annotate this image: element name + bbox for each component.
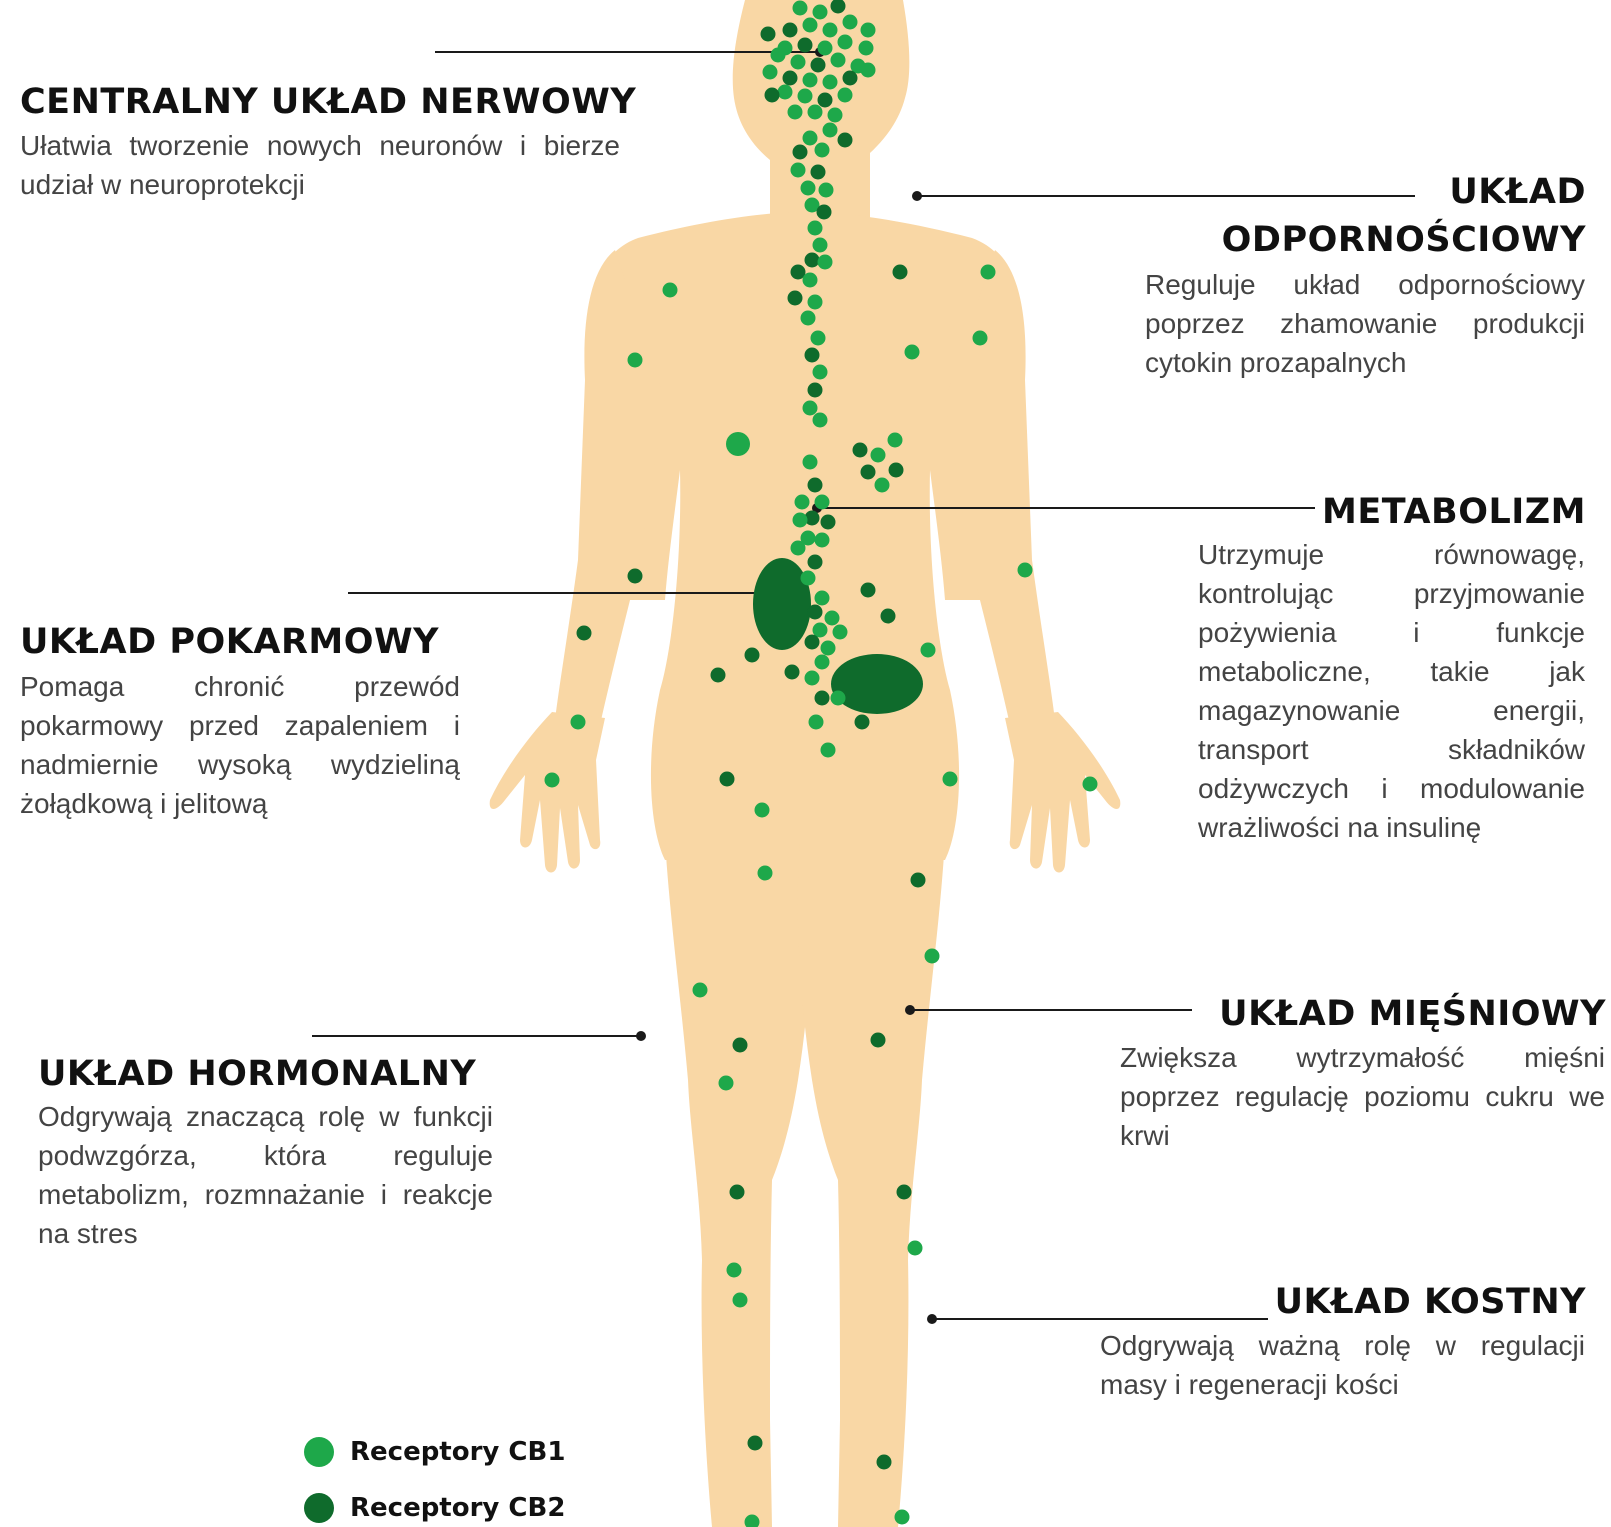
cb2-receptor-dot (783, 23, 798, 38)
immune-description: Reguluje układ odpornościowy poprzez zhamowanie produkcji cytokin prozapalnych (1145, 269, 1585, 378)
cb2-receptor-dot (793, 145, 808, 160)
cb1-receptor-dot (719, 1076, 734, 1091)
cb2-receptor-dot (788, 291, 803, 306)
cb1-receptor-dot (861, 23, 876, 38)
cb1-receptor-dot (818, 41, 833, 56)
cb1-receptor-dot (813, 365, 828, 380)
muscular-title: UKŁAD MIĘŚNIOWY (1219, 994, 1606, 1034)
cb2-receptor-dot (811, 165, 826, 180)
cb1-receptor-dot (843, 15, 858, 30)
cb1-receptor-dot (815, 533, 830, 548)
cb1-receptor-dot (795, 495, 810, 510)
cb1-receptor-dot (821, 641, 836, 656)
cb2-receptor-dot (843, 71, 858, 86)
digestive-description: Pomaga chronić przewód pokarmowy przed zapaleniem i nadmiernie wysoką wydzieliną żołądkową i jelitową (20, 671, 460, 819)
cb2-receptor-dot (861, 583, 876, 598)
cb2-receptor-dot (893, 265, 908, 280)
leader-endpoint (905, 1005, 915, 1015)
cb2-receptor-dot (785, 665, 800, 680)
cb1-receptor-dot (808, 221, 823, 236)
body-right-leg (798, 840, 945, 1527)
cb1-receptor-dot (663, 283, 678, 298)
immune-title-line1: UKŁAD (1449, 172, 1586, 212)
cb1-receptor-dot (833, 625, 848, 640)
cb1-receptor-dot (981, 265, 996, 280)
cb1-receptor-dot (871, 448, 886, 463)
cb2-receptor-dot (730, 1185, 745, 1200)
cb1-receptor-dot (727, 1263, 742, 1278)
cb1-receptor-dot (838, 88, 853, 103)
cb1-receptor-dot (805, 671, 820, 686)
cb1-receptor-dot (808, 295, 823, 310)
cb2-swatch (304, 1493, 334, 1523)
cb1-swatch (304, 1437, 334, 1467)
cb2-receptor-dot (817, 205, 832, 220)
cb1-receptor-dot (905, 345, 920, 360)
immune-title-line2: ODPORNOŚCIOWY (1221, 220, 1586, 260)
cns-description: Ułatwia tworzenie nowych neuronów i bierze udział w neuroprotekcji (20, 130, 620, 200)
body-right-hand (1005, 712, 1120, 873)
leader-endpoint (912, 191, 922, 201)
cb1-receptor-dot (925, 949, 940, 964)
cb1-receptor-dot (823, 75, 838, 90)
cb1-receptor-dot (771, 48, 786, 63)
cb1-receptor-dot (823, 23, 838, 38)
cb2-receptor-dot (808, 555, 823, 570)
cb1-receptor-dot (818, 255, 833, 270)
cb2-receptor-dot (765, 88, 780, 103)
legend-cb2-label: Receptory CB2 (350, 1493, 566, 1523)
cb1-receptor-dot (813, 413, 828, 428)
cb1-receptor-dot (821, 743, 836, 758)
cb1-receptor-dot (895, 1510, 910, 1525)
human-body-silhouette (490, 0, 1121, 1527)
cb1-receptor-dot (791, 55, 806, 70)
cb1-receptor-dot (815, 591, 830, 606)
cb2-receptor-dot (855, 715, 870, 730)
legend-cb1 (304, 1434, 565, 1470)
cb1-receptor-dot (831, 691, 846, 706)
cb1-receptor-dot (545, 773, 560, 788)
stomach-shape (753, 558, 811, 650)
cb1-receptor-dot (828, 108, 843, 123)
cb1-receptor-dot (1018, 563, 1033, 578)
cb1-receptor-dot (628, 353, 643, 368)
cb2-receptor-dot (805, 253, 820, 268)
cb1-receptor-dot (943, 772, 958, 787)
cb1-receptor-dot (793, 513, 808, 528)
cb2-receptor-dot (889, 463, 904, 478)
cb2-receptor-dot (808, 478, 823, 493)
cb2-receptor-dot (853, 443, 868, 458)
cb2-receptor-dot (811, 58, 826, 73)
cb2-receptor-dot (761, 27, 776, 42)
cb1-receptor-dot (888, 433, 903, 448)
cb1-receptor-dot (815, 143, 830, 158)
cb1-receptor-dot (819, 183, 834, 198)
cb1-receptor-dot (861, 63, 876, 78)
cb1-receptor-dot (693, 983, 708, 998)
cb1-receptor-dot (733, 1293, 748, 1308)
cns-title: CENTRALNY UKŁAD NERWOWY (20, 82, 637, 122)
cb2-receptor-dot (815, 691, 830, 706)
cb2-receptor-dot (818, 93, 833, 108)
cb2-receptor-dot (808, 605, 823, 620)
cb1-receptor-dot (808, 105, 823, 120)
cb1-receptor-dot (803, 73, 818, 88)
cb2-receptor-dot (798, 38, 813, 53)
hormonal-description: Odgrywają znaczącą rolę w funkcji podwzgórza, która reguluje metabolizm, rozmnażanie i reakcje na stres (38, 1101, 493, 1249)
cb1-receptor-dot (809, 715, 824, 730)
cb2-receptor-dot (881, 609, 896, 624)
cb1-receptor-dot (793, 1, 808, 16)
legend-cb2 (304, 1490, 565, 1526)
cb1-receptor-dot (831, 53, 846, 68)
cb1-receptor-dot (811, 331, 826, 346)
metabolism-title: METABOLIZM (1322, 492, 1586, 532)
cb2-receptor-dot (628, 569, 643, 584)
cb2-receptor-dot (871, 1033, 886, 1048)
cb2-receptor-dot (733, 1038, 748, 1053)
cb1-receptor-dot (763, 65, 778, 80)
cb1-receptor-dot (813, 238, 828, 253)
cb1-receptor-dot (755, 803, 770, 818)
cb1-receptor-dot (791, 541, 806, 556)
cb2-receptor-dot (838, 133, 853, 148)
muscular-description: Zwiększa wytrzymałość mięśni poprzez regulację poziomu cukru we krwi (1120, 1042, 1605, 1151)
cb1-receptor-dot (908, 1241, 923, 1256)
cb1-receptor-dot (571, 715, 586, 730)
cb2-receptor-dot (711, 668, 726, 683)
cb2-receptor-dot (805, 635, 820, 650)
cb1-receptor-dot (825, 611, 840, 626)
metabolism-description: Utrzymuje równowagę, kontrolując przyjmowanie pożywienia i funkcje metaboliczne, takie jak magazynowanie energii, transport składników odżywczych i modulowanie wrażliwości na insulinę (1198, 539, 1585, 843)
cb1-receptor-dot (801, 311, 816, 326)
digestive-title: UKŁAD POKARMOWY (20, 622, 439, 662)
cb1-receptor-dot (726, 432, 750, 456)
cb2-receptor-dot (577, 626, 592, 641)
cb2-receptor-dot (748, 1436, 763, 1451)
cb1-receptor-dot (778, 85, 793, 100)
cb1-receptor-dot (815, 655, 830, 670)
cb2-receptor-dot (720, 772, 735, 787)
cb1-receptor-dot (803, 18, 818, 33)
hormonal-title: UKŁAD HORMONALNY (38, 1054, 477, 1094)
cb1-receptor-dot (801, 571, 816, 586)
cb2-receptor-dot (805, 348, 820, 363)
leader-endpoint (927, 1314, 937, 1324)
cb1-receptor-dot (838, 35, 853, 50)
cb1-receptor-dot (875, 478, 890, 493)
cb1-receptor-dot (803, 131, 818, 146)
cb2-receptor-dot (783, 71, 798, 86)
intestine-shape (831, 654, 923, 714)
cb1-receptor-dot (803, 401, 818, 416)
cb2-receptor-dot (861, 465, 876, 480)
cb1-receptor-dot (798, 89, 813, 104)
cb1-receptor-dot (801, 181, 816, 196)
leader-endpoint (636, 1031, 646, 1041)
cb1-receptor-dot (803, 455, 818, 470)
skeletal-description: Odgrywają ważną rolę w regulacji masy i regeneracji kości (1100, 1330, 1585, 1400)
cb2-receptor-dot (877, 1455, 892, 1470)
cb2-receptor-dot (897, 1185, 912, 1200)
cb1-receptor-dot (758, 866, 773, 881)
cb2-receptor-dot (821, 515, 836, 530)
body-left-hand (490, 712, 605, 873)
cb1-receptor-dot (921, 643, 936, 658)
cb1-receptor-dot (823, 123, 838, 138)
cb2-receptor-dot (745, 648, 760, 663)
cb1-receptor-dot (815, 495, 830, 510)
cb1-receptor-dot (813, 5, 828, 20)
cb1-receptor-dot (788, 105, 803, 120)
body-left-leg (665, 840, 812, 1527)
cb1-receptor-dot (791, 163, 806, 178)
cb2-receptor-dot (911, 873, 926, 888)
legend-cb1-label: Receptory CB1 (350, 1437, 566, 1467)
cb1-receptor-dot (1083, 777, 1098, 792)
skeletal-title: UKŁAD KOSTNY (1274, 1282, 1586, 1322)
cb1-receptor-dot (973, 331, 988, 346)
cb1-receptor-dot (803, 273, 818, 288)
cb2-receptor-dot (808, 383, 823, 398)
cb1-receptor-dot (859, 41, 874, 56)
